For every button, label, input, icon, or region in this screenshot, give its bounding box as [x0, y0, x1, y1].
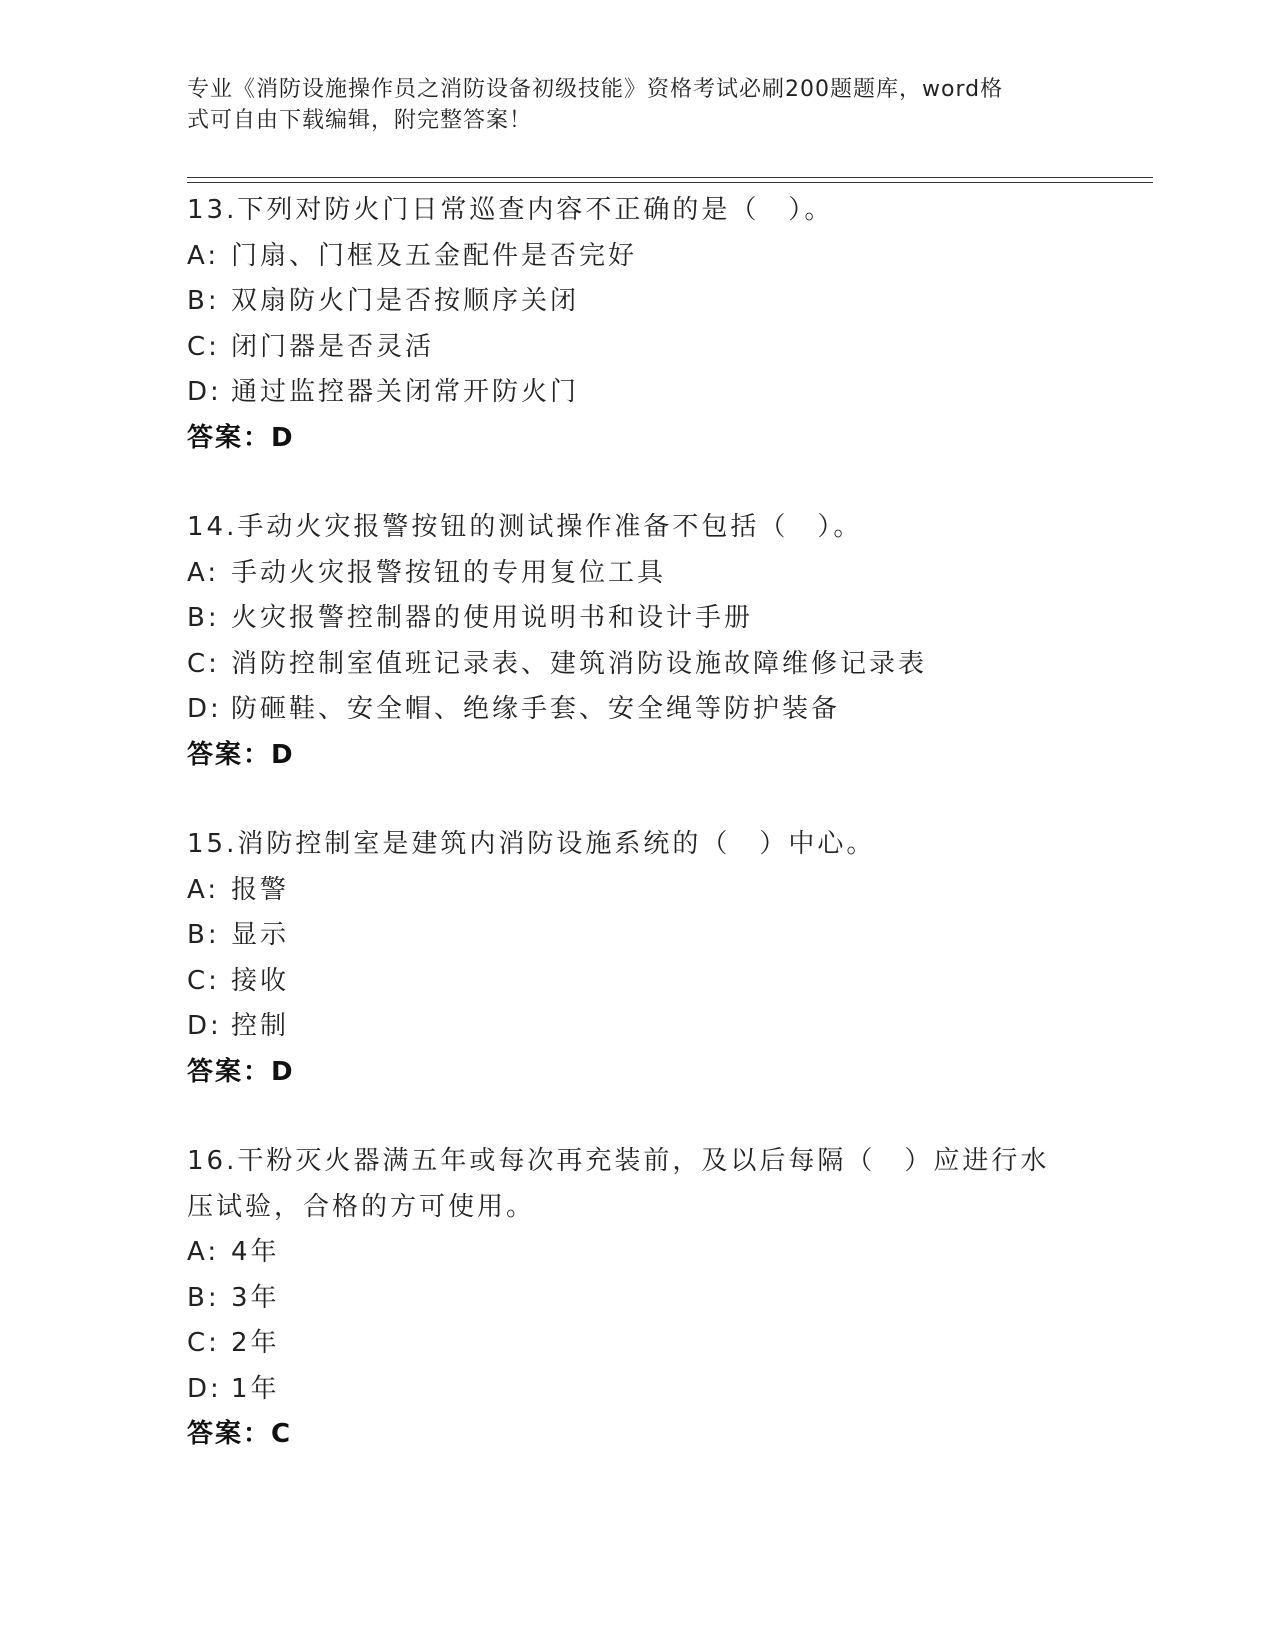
question-stem: 15.消防控制室是建筑内消防设施系统的（ ）中心。: [187, 829, 876, 859]
option-letter: D:: [187, 377, 222, 407]
answer-line: 答案：C: [187, 1419, 293, 1449]
option-letter: C:: [187, 331, 220, 362]
option-text: 门扇、门框及五金配件是否完好: [231, 240, 638, 271]
option-text: 显示: [231, 920, 290, 950]
option-a: [187, 868, 1087, 914]
header-line-2: 式可自由下载编辑，附完整答案！: [187, 108, 533, 133]
option-text: 闭门器是否灵活: [231, 331, 435, 362]
option-a: [187, 234, 1087, 280]
question-stem: 16.干粉灭火器满五年或每次再充装前，及以后每隔（ ）应进行水压试验，合格的方可使用。: [187, 1146, 1050, 1222]
option-text: 1年: [231, 1373, 280, 1404]
option-b: [187, 913, 1087, 959]
option-a: [187, 1230, 1087, 1276]
option-text: 报警: [231, 874, 290, 905]
option-b: [187, 1276, 1087, 1322]
option-text: 手动火灾报警按钮的专用复位工具: [231, 557, 667, 588]
option-text: 3年: [231, 1282, 280, 1313]
option-b: [187, 596, 1087, 642]
header-divider-bottom: [187, 182, 1153, 183]
document-header: [187, 74, 1067, 136]
answer-line: 答案：D: [187, 1056, 295, 1087]
option-d: [187, 370, 1087, 416]
option-text: 控制: [231, 1011, 290, 1041]
option-letter: C:: [187, 648, 220, 679]
answer-line: 答案：D: [187, 739, 295, 770]
question-14: [187, 505, 1087, 778]
option-text: 4年: [231, 1237, 280, 1267]
option-letter: C:: [187, 965, 220, 996]
option-text: 消防控制室值班记录表、建筑消防设施故障维修记录表: [231, 648, 928, 679]
option-letter: A:: [187, 1237, 220, 1267]
question-list: [187, 188, 1087, 1502]
question-stem: 13.下列对防火门日常巡查内容不正确的是（ ）。: [187, 195, 834, 225]
option-d: [187, 1367, 1087, 1413]
option-letter: A:: [187, 240, 220, 271]
option-b: [187, 279, 1087, 325]
option-c: [187, 1321, 1087, 1367]
header-line-1: 专业《消防设施操作员之消防设备初级技能》资格考试必刷200题题库，word格: [187, 77, 1004, 102]
option-text: 防砸鞋、安全帽、绝缘手套、安全绳等防护装备: [231, 694, 841, 724]
answer-line: 答案：D: [187, 422, 295, 453]
option-c: [187, 959, 1087, 1005]
question-16: [187, 1139, 1087, 1458]
option-d: [187, 1004, 1087, 1050]
question-15: [187, 822, 1087, 1095]
option-letter: D:: [187, 1373, 222, 1404]
option-letter: D:: [187, 694, 222, 724]
option-c: [187, 642, 1087, 688]
option-c: [187, 325, 1087, 371]
option-text: 双扇防火门是否按顺序关闭: [231, 286, 580, 316]
option-text: 2年: [231, 1328, 280, 1358]
option-a: [187, 551, 1087, 597]
question-13: [187, 188, 1087, 461]
header-divider-top: [187, 177, 1153, 178]
option-letter: B:: [187, 286, 220, 316]
option-text: 通过监控器关闭常开防火门: [231, 377, 580, 407]
question-stem: 14.手动火灾报警按钮的测试操作准备不包括（ ）。: [187, 512, 863, 542]
option-letter: D:: [187, 1011, 222, 1041]
option-letter: B:: [187, 603, 220, 633]
option-d: [187, 687, 1087, 733]
option-letter: B:: [187, 920, 220, 950]
option-letter: A:: [187, 874, 220, 905]
option-letter: C:: [187, 1328, 220, 1358]
option-text: 接收: [231, 965, 290, 996]
option-letter: A:: [187, 557, 220, 588]
option-text: 火灾报警控制器的使用说明书和设计手册: [231, 603, 754, 633]
option-letter: B:: [187, 1282, 220, 1313]
